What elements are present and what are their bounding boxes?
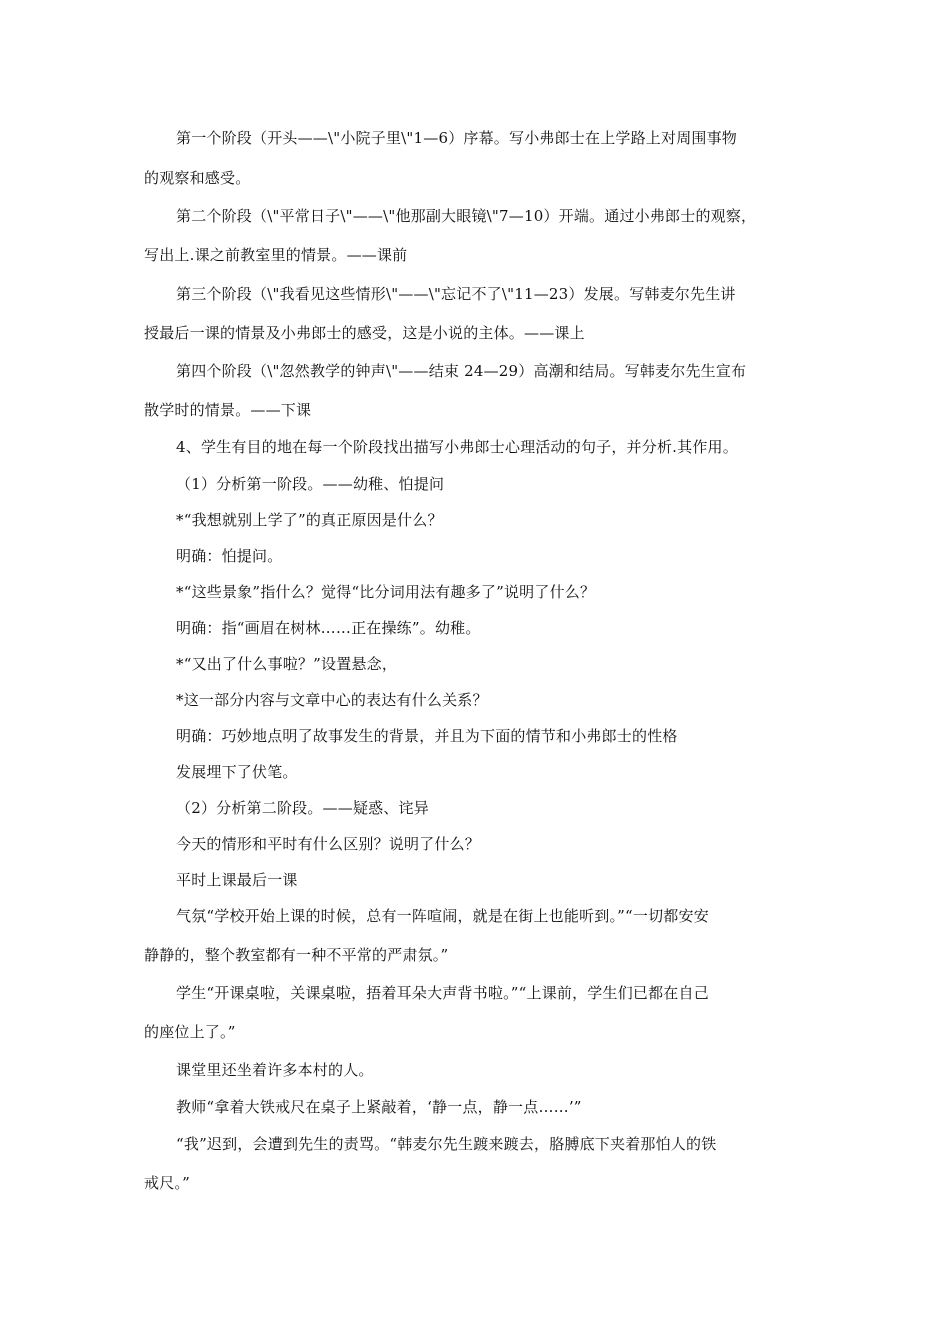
text-line: 4、学生有目的地在每一个阶段找出描写小弗郎士心理活动的句子，并分析.其作用。 xyxy=(176,438,738,456)
text-line: 静静的，整个教室都有一种不平常的严肃氛。” xyxy=(144,946,449,964)
text-line: “我”迟到，会遭到先生的责骂。“韩麦尔先生踱来踱去，胳膊底下夹着那怕人的铁 xyxy=(176,1135,717,1153)
text-line: 平时上课最后一课 xyxy=(176,871,298,889)
text-line: 第二个阶段（\"平常日子\"——\"他那副大眼镜\"7—10）开端。通过小弗郎士的观察， xyxy=(176,207,757,225)
text-line: *“又出了什么事啦？”设置悬念， xyxy=(176,655,398,673)
text-line: 明确：指“画眉在树林……正在操练”。幼稚。 xyxy=(176,619,481,637)
text-line: 明确：巧妙地点明了故事发生的背景，并且为下面的情节和小弗郎士的性格 xyxy=(176,727,678,745)
text-line: 戒尺。” xyxy=(144,1174,190,1192)
text-line: 第四个阶段（\"忽然教学的钟声\"——结束 24—29）高潮和结局。写韩麦尔先生宣布 xyxy=(176,362,747,380)
text-line: （2）分析第二阶段。——疑惑、诧异 xyxy=(176,799,429,817)
text-line: 明确：怕提问。 xyxy=(176,547,283,565)
text-line: 写出上.课之前教室里的情景。——课前 xyxy=(144,246,408,264)
text-line: 第一个阶段（开头——\"小院子里\"1—6）序幕。写小弗郎士在上学路上对周围事物 xyxy=(176,129,737,147)
text-line: 第三个阶段（\"我看见这些情形\"——\"忘记不了\"11—23）发展。写韩麦尔先生讲 xyxy=(176,285,736,303)
text-line: *这一部分内容与文章中心的表达有什么关系？ xyxy=(176,691,488,709)
text-line: 发展埋下了伏笔。 xyxy=(176,763,298,781)
text-line: 授最后一课的情景及小弗郎士的感受，这是小说的主体。——课上 xyxy=(144,324,585,342)
text-line: 教师“拿着大铁戒尺在桌子上紧敲着，‘静一点，静一点……’” xyxy=(176,1098,582,1116)
text-line: *“这些景象”指什么？觉得“比分词用法有趣多了”说明了什么？ xyxy=(176,583,596,601)
text-line: 气氛“学校开始上课的时候，总有一阵喧闹，就是在街上也能听到。”“一切都安安 xyxy=(176,907,709,925)
text-line: *“我想就别上学了”的真正原因是什么？ xyxy=(176,511,443,529)
text-line: （1）分析第一阶段。——幼稚、怕提问 xyxy=(176,475,445,493)
text-line: 的座位上了。” xyxy=(144,1023,236,1041)
text-line: 今天的情形和平时有什么区别？说明了什么？ xyxy=(176,835,481,853)
text-line: 的观察和感受。 xyxy=(144,169,251,187)
text-line: 学生“开课桌啦，关课桌啦，捂着耳朵大声背书啦。”“上课前，学生们已都在自己 xyxy=(176,984,709,1002)
text-line: 散学时的情景。——下课 xyxy=(144,401,312,419)
text-line: 课堂里还坐着许多本村的人。 xyxy=(176,1061,374,1079)
